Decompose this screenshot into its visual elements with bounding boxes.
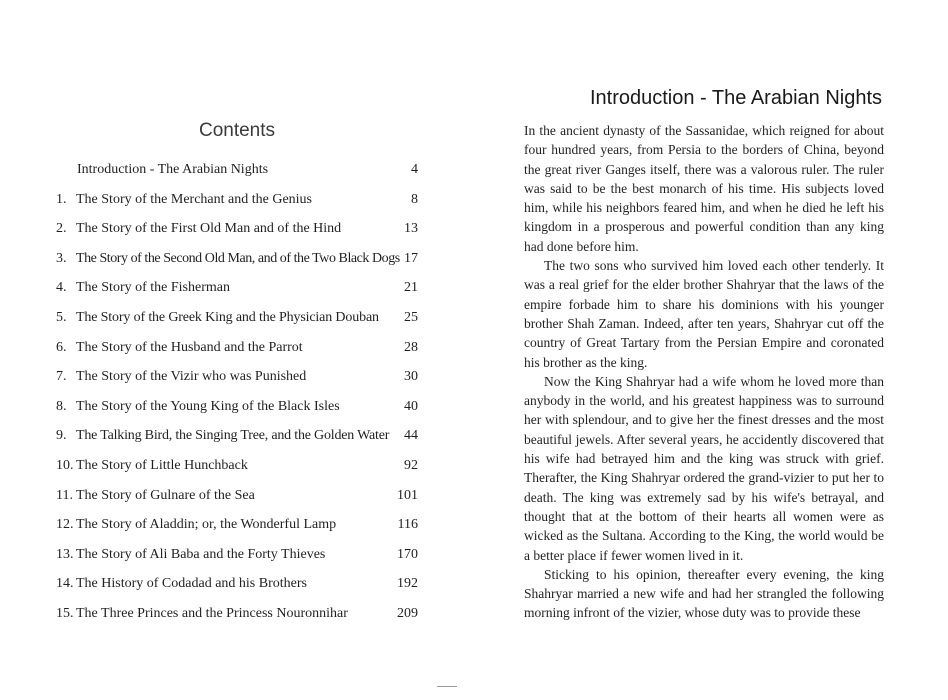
toc-entry-title: The Story of Gulnare of the Sea [76, 487, 255, 503]
toc-entry-page: 4 [411, 162, 418, 177]
chapter-page [474, 0, 948, 700]
toc-entry-title: The Story of the Greek King and the Physician Douban [76, 309, 379, 325]
toc-entry-page: 170 [397, 546, 418, 562]
toc-entry[interactable] [56, 455, 418, 485]
toc-entry-page: 25 [404, 309, 418, 325]
chapter-body [524, 121, 884, 623]
toc-entry-number: 5. [56, 309, 67, 325]
toc-entry-number: 8. [56, 398, 67, 414]
toc-entry-page: 17 [404, 250, 418, 266]
chapter-paragraph: Now the King Shahryar had a wife whom he loved more than anybody in the world, and his greatest happiness was to surround her with splendour, and to give her the finest dresses and the most beautiful jewels. After several years, he accidently discovered that his wife had betrayed him and the king was struck with grief. Therafter, the King Shahryar ordered the grand-vizier to put her to death. The king was extremely sad by his wife's betrayal, and thought that at the bottom of their hearts all women were as wicked as the Sultana. According to the King, the world would be a better place if fewer women lived in it. [524, 373, 884, 563]
toc-entry[interactable] [56, 277, 418, 307]
toc-entry-number: 3. [56, 250, 67, 266]
toc-entry-introduction[interactable] [56, 159, 418, 189]
toc-entry-page: 13 [404, 221, 418, 237]
toc-entry-title: The Story of the Husband and the Parrot [76, 339, 303, 355]
toc-entry-page: 30 [404, 369, 418, 385]
toc-entry[interactable] [56, 485, 418, 515]
toc-entry-number: 4. [56, 280, 67, 296]
toc-list [56, 159, 418, 633]
toc-entry-page: 44 [404, 428, 418, 444]
toc-entry-number: 9. [56, 428, 67, 444]
toc-entry[interactable] [56, 603, 418, 633]
toc-entry-number: 6. [56, 339, 67, 355]
toc-entry-title: The History of Codadad and his Brothers [76, 576, 307, 592]
chapter-paragraph: In the ancient dynasty of the Sassanidae, which reigned for about four hundred years, from Persia to the borders of China, beyond the great river Ganges itself, there was a valorous ruler. The ruler was said to be the best monarch of his time. His subjects loved him, while his neighbors feared him, and when he died he left his kingdom in a prosperous and powerful condition than any king had done before him. [524, 123, 884, 254]
toc-entry-title: The Three Princes and the Princess Nouronnihar [76, 605, 348, 621]
toc-entry-number: 11. [56, 487, 73, 503]
page-gutter-divider [437, 686, 457, 687]
toc-entry-number: 15. [56, 605, 74, 621]
toc-entry[interactable] [56, 396, 418, 426]
toc-entry-number: 14. [56, 576, 74, 592]
toc-entry[interactable] [56, 337, 418, 367]
chapter-paragraph: The two sons who survived him loved each other tenderly. It was a real grief for the elder brother Shahryar that the laws of the empire forbade him to share his dominions with his younger brother Shah Zaman. Indeed, after ten years, Shahryar cut off the country of Great Tartary from the Persian Empire and coronated his brother as the king. [524, 258, 884, 370]
toc-entry[interactable] [56, 366, 418, 396]
toc-entry-page: 8 [411, 191, 418, 207]
toc-entry[interactable] [56, 218, 418, 248]
toc-entry-title: The Story of the First Old Man and of the Hind [76, 221, 342, 237]
toc-entry[interactable] [56, 573, 418, 603]
toc-entry-number: 7. [56, 369, 67, 385]
toc-entry[interactable] [56, 544, 418, 574]
toc-entry-number: 1. [56, 191, 67, 207]
chapter-paragraph: Sticking to his opinion, thereafter every evening, the king Shahryar married a new wife and had her strangled the following morning infront of the vizier, whose duty was to provide these [524, 566, 884, 621]
toc-entry[interactable] [56, 425, 418, 455]
toc-entry-page: 116 [397, 517, 418, 533]
toc-entry-title: The Story of the Young King of the Black Isles [76, 398, 340, 414]
toc-entry[interactable] [56, 189, 418, 219]
toc-entry-number: 2. [56, 221, 67, 237]
toc-entry-title: The Story of the Fisherman [76, 280, 230, 296]
toc-entry-number: 13. [56, 546, 74, 562]
toc-entry-page: 192 [397, 576, 418, 592]
toc-entry-title: The Story of Aladdin; or, the Wonderful Lamp [76, 517, 337, 533]
toc-entry-number: 12. [56, 517, 74, 533]
toc-entry-title: The Talking Bird, the Singing Tree, and the Golden Water [76, 428, 390, 444]
toc-entry-title: The Story of Little Hunchback [76, 457, 248, 473]
toc-entry[interactable] [56, 514, 418, 544]
toc-entry-page: 21 [404, 280, 418, 296]
toc-entry[interactable] [56, 307, 418, 337]
toc-entry[interactable] [56, 248, 418, 278]
toc-entry-page: 209 [397, 605, 418, 621]
toc-entry-title: The Story of the Second Old Man, and of the Two Black Dogs [76, 250, 400, 266]
toc-entry-page: 28 [404, 339, 418, 355]
toc-entry-page: 40 [404, 398, 418, 414]
chapter-title: Introduction - The Arabian Nights [589, 87, 883, 110]
toc-entry-page: 101 [397, 487, 418, 503]
toc-entry-title: Introduction - The Arabian Nights [77, 162, 269, 177]
contents-heading: Contents [198, 119, 276, 141]
toc-entry-title: The Story of the Vizir who was Punished [76, 369, 307, 385]
toc-entry-page: 92 [404, 457, 418, 473]
toc-entry-title: The Story of the Merchant and the Genius [76, 191, 312, 207]
toc-entry-title: The Story of Ali Baba and the Forty Thieves [76, 546, 326, 562]
toc-entry-number: 10. [56, 457, 74, 473]
